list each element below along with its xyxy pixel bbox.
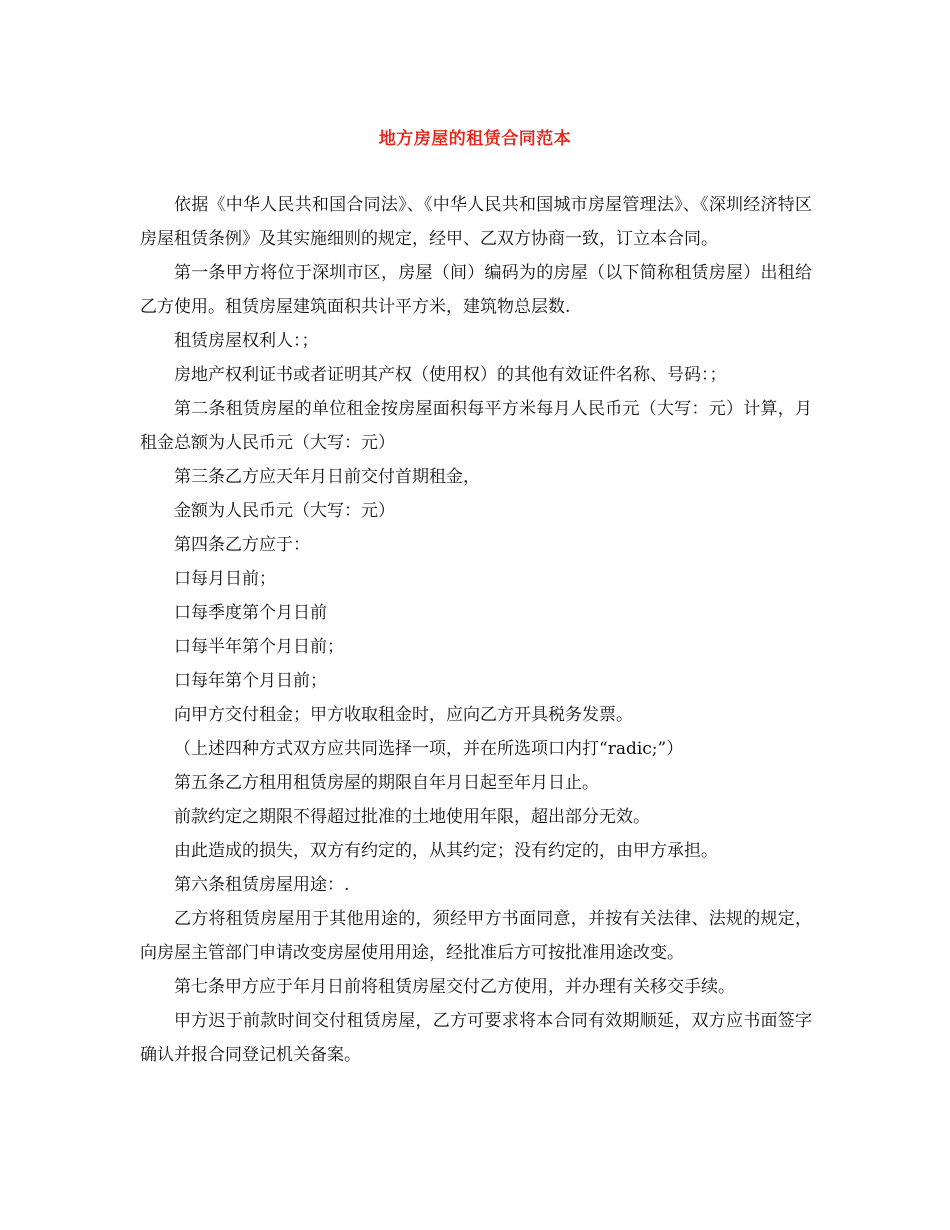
paragraph-option-quarterly: 口每季度第个月日前 [174, 603, 327, 623]
paragraph-preamble: 依据《中华人民共和国合同法》、《中华人民共和国城市房屋管理法》、《深圳经济特区房屋租赁条例》及其实施细则的规定，经甲、乙双方协商一致，订立本合同。 [140, 195, 812, 249]
paragraph-option-half-year: 口每半年第个月日前； [174, 637, 344, 657]
paragraph-article-3: 第三条乙方应天年月日前交付首期租金， [174, 467, 480, 487]
paragraph-article-7: 第七条甲方应于年月日前将租赁房屋交付乙方使用，并办理有关移交手续。 [174, 977, 735, 997]
paragraph-article-6: 第六条租赁房屋用途：. [174, 875, 350, 895]
paragraph-article-2: 第二条租赁房屋的单位租金按房屋面积每平方米每月人民币元（大写：元）计算，月租金总额为人民币元（大写：元） [140, 399, 812, 453]
paragraph-article-5: 第五条乙方租用租赁房屋的期限自年月日起至年月日止。 [174, 773, 599, 793]
paragraph-article-4: 第四条乙方应于： [174, 535, 310, 555]
paragraph-term-limit: 前款约定之期限不得超过批准的土地使用年限，超出部分无效。 [174, 807, 650, 827]
paragraph-certificate: 房地产权利证书或者证明其产权（使用权）的其他有效证件名称、号码：； [174, 365, 727, 385]
paragraph-loss-liability: 由此造成的损失，双方有约定的，从其约定；没有约定的，由甲方承担。 [174, 841, 718, 861]
paragraph-option-yearly: 口每年第个月日前； [174, 671, 327, 691]
document-body [140, 188, 812, 1072]
document-title: 地方房屋的租赁合同范本 [378, 129, 572, 149]
paragraph-first-rent-amount: 金额为人民币元（大写：元） [174, 501, 395, 521]
paragraph-rent-invoice: 向甲方交付租金；甲方收取租金时，应向乙方开具税务发票。 [174, 705, 633, 725]
paragraph-use-change: 乙方将租赁房屋用于其他用途的，须经甲方书面同意，并按有关法律、法规的规定，向房屋主管部门申请改变房屋使用用途，经批准后方可按批准用途改变。 [140, 909, 812, 963]
paragraph-option-note: （上述四种方式双方应共同选择一项，并在所选项口内打“radic;”） [174, 739, 684, 759]
paragraph-delivery-delay: 甲方迟于前款时间交付租赁房屋，乙方可要求将本合同有效期顺延，双方应书面签字确认并报合同登记机关备案。 [140, 1011, 812, 1065]
paragraph-article-1: 第一条甲方将位于深圳市区，房屋（间）编码为的房屋（以下简称租赁房屋）出租给乙方使用。租赁房屋建筑面积共计平方米，建筑物总层数. [140, 263, 812, 317]
paragraph-owner: 租赁房屋权利人：； [174, 331, 319, 351]
paragraph-option-monthly: 口每月日前； [174, 569, 276, 589]
